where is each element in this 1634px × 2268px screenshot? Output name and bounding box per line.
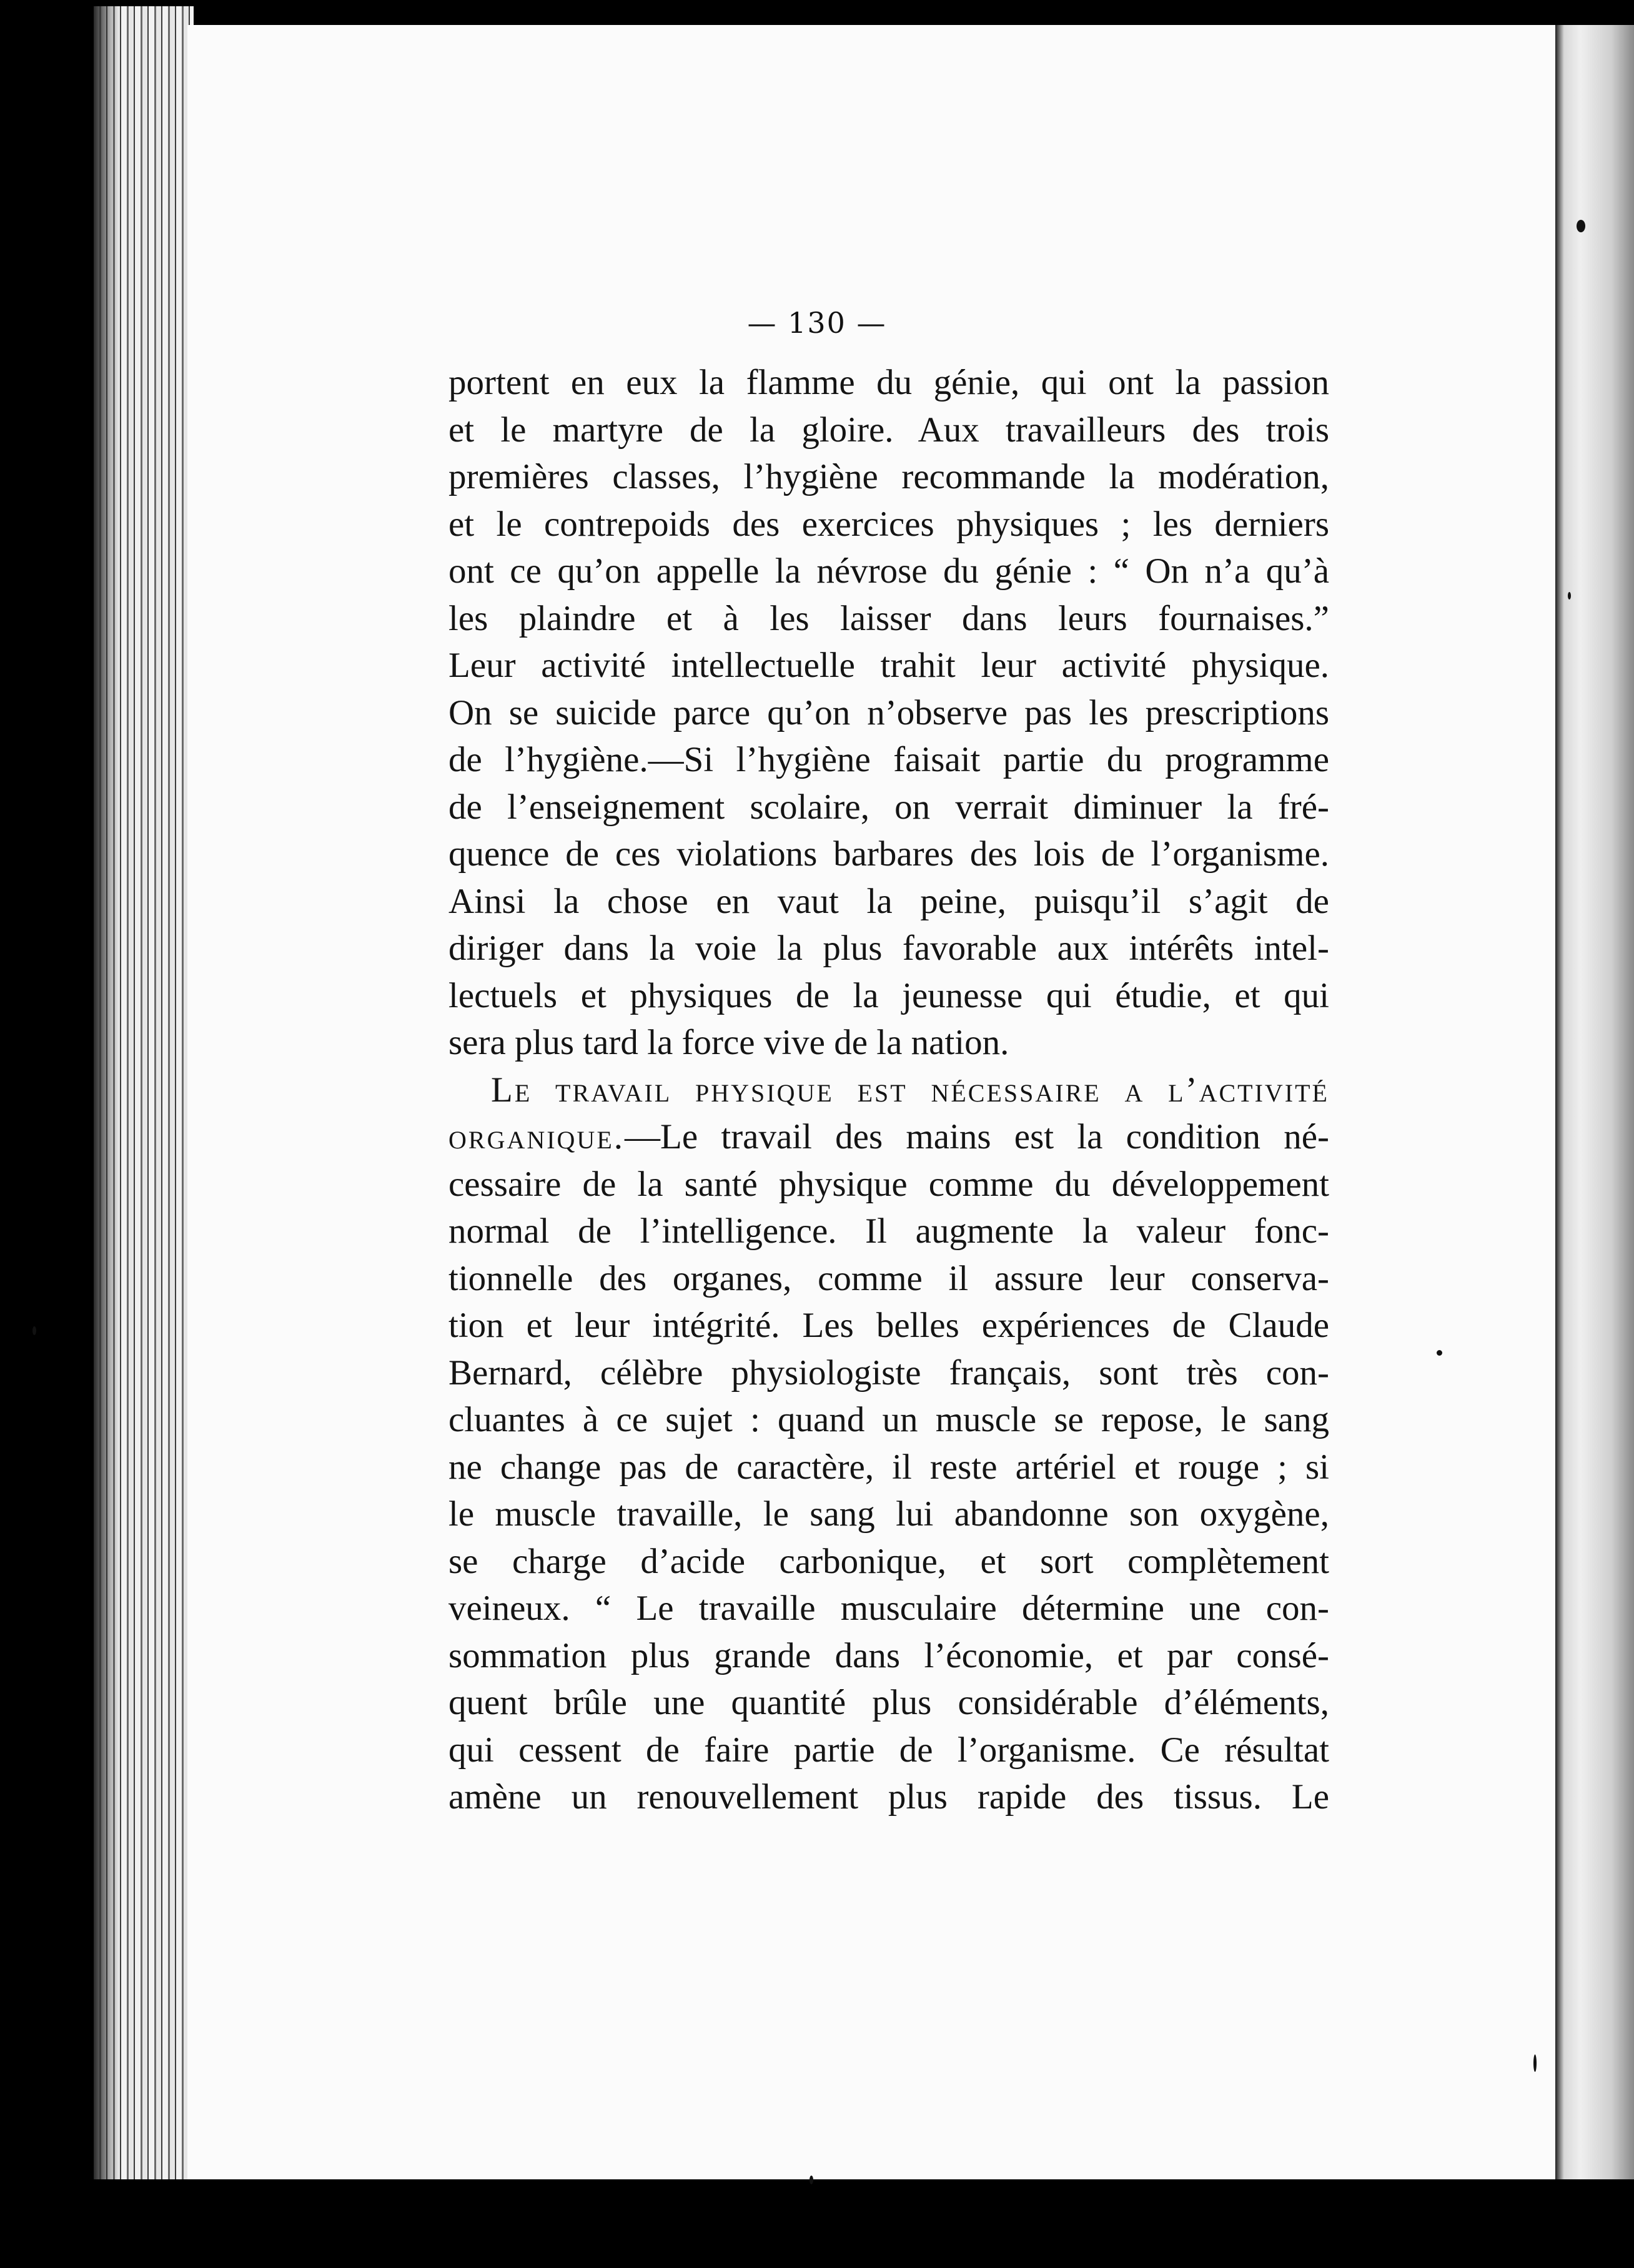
text-line: sommation plus grande dans l’économie, et par consé- (448, 1635, 1329, 1675)
page-number: — 130 — (747, 306, 887, 340)
text-line: et le contrepoids des exercices physiques ; les derniers (448, 504, 1329, 544)
ink-speck (1568, 592, 1571, 599)
section-heading: Le travail physique est nécessaire a l’activité (491, 1070, 1329, 1110)
text-line: veineux. “ Le travaille musculaire détermine une con- (448, 1589, 1329, 1628)
text-line: cluantes à ce sujet : quand un muscle se repose, le sang (448, 1400, 1329, 1439)
text-line: quence de ces violations barbares des lois de l’organisme. (448, 834, 1329, 874)
text-line: le muscle travaille, le sang lui abandonne son oxygène, (448, 1494, 1329, 1534)
text-line: Ainsi la chose en vaut la peine, puisqu’il s’agit de (448, 881, 1329, 921)
text-line: lectuels et physiques de la jeunesse qui étudie, et qui (448, 975, 1329, 1015)
ink-speck (1577, 220, 1585, 232)
text-line: quent brûle une quantité plus considérable d’éléments, (448, 1683, 1329, 1722)
text-line: de l’enseignement scolaire, on verrait diminuer la fré- (448, 787, 1329, 827)
text-line: premières classes, l’hygiène recommande la modération, (448, 457, 1329, 496)
text-line: les plaindre et à les laisser dans leurs fournaises.” (448, 598, 1329, 638)
text-line: Leur activité intellectuelle trahit leur activité physique. (448, 646, 1329, 685)
text-line: qui cessent de faire partie de l’organisme. Ce résultat (448, 1730, 1329, 1770)
text-line: diriger dans la voie la plus favorable aux intérêts intel- (448, 929, 1329, 968)
text-line: et le martyre de la gloire. Aux travailleurs des trois (448, 410, 1329, 450)
ink-speck (1533, 2054, 1537, 2072)
ink-speck (810, 2176, 813, 2184)
section-heading-line (448, 1067, 1329, 1114)
text-line: tionnelle des organes, comme il assure leur conserva- (448, 1258, 1329, 1298)
body-text (448, 359, 1329, 1821)
text-line: de l’hygiène.—Si l’hygiène faisait partie du programme (448, 740, 1329, 779)
text-line: normal de l’intelligence. Il augmente la valeur fonc- (448, 1211, 1329, 1251)
page-right-edge (1555, 25, 1634, 2179)
scan-bottom-margin (94, 2179, 1634, 2268)
text-line: Bernard, célèbre physiologiste français, sont très con- (448, 1353, 1329, 1393)
text-fragment: —Le travail des mains est la condition né- (625, 1117, 1329, 1156)
ink-speck (1437, 1350, 1442, 1356)
text-line: cessaire de la santé physique comme du développement (448, 1164, 1329, 1204)
text-line: sera plus tard la force vive de la nation. (448, 1023, 1009, 1062)
text-line: On se suicide parce qu’on n’observe pas les prescriptions (448, 693, 1329, 732)
text-line: se charge d’acide carbonique, et sort complètement (448, 1541, 1329, 1581)
section-heading-continued: organique. (448, 1117, 625, 1156)
text-line: amène un renouvellement plus rapide des tissus. Le (448, 1777, 1329, 1817)
text-line: portent en eux la flamme du génie, qui ont la passion (448, 363, 1329, 402)
text-line: ne change pas de caractère, il reste artériel et rouge ; si (448, 1447, 1329, 1487)
text-line (448, 1113, 1329, 1161)
ink-speck (32, 1326, 36, 1335)
text-line: ont ce qu’on appelle la névrose du génie : “ On n’a qu’à (448, 551, 1329, 591)
text-line: tion et leur intégrité. Les belles expériences de Claude (448, 1306, 1329, 1345)
